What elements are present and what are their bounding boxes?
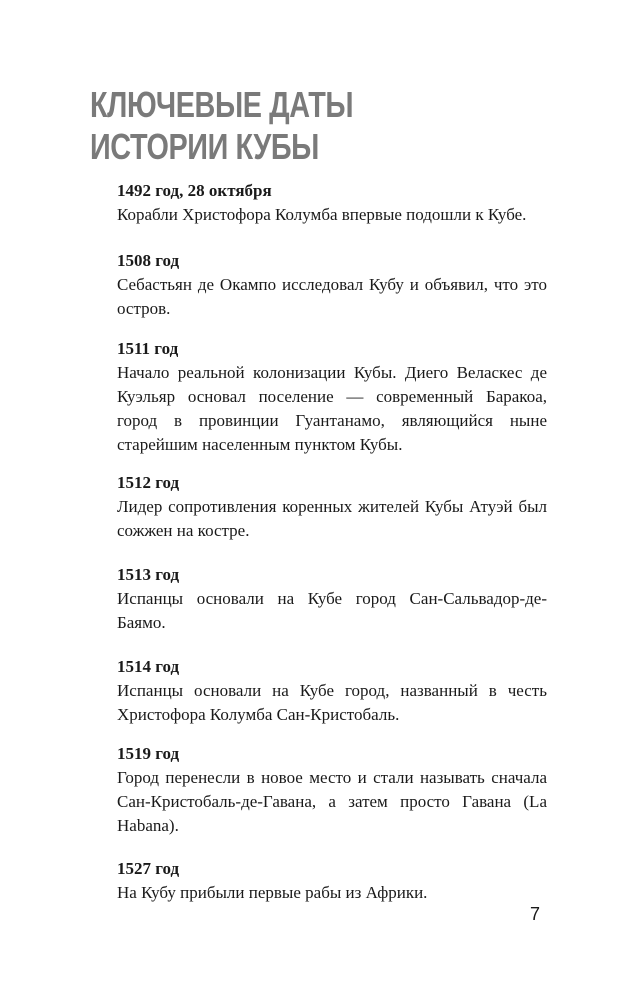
entry-text: Начало реальной колонизации Кубы. Диего Веласкес де Куэльяр основал поселение — современный Баракоа, город в провинции Гуантанамо, являющийся ныне старейшим населенным пунктом Кубы. — [117, 363, 547, 454]
page-title-line-2: ИСТОРИИ КУБЫ — [90, 126, 319, 167]
entry-year: 1508 год — [117, 251, 180, 270]
entry-year: 1519 год — [117, 744, 180, 763]
entry-text: На Кубу прибыли первые рабы из Африки. — [117, 883, 428, 902]
entry-year: 1513 год — [117, 565, 180, 584]
timeline-entry — [117, 179, 547, 227]
timeline-entry — [117, 563, 547, 635]
page-title — [90, 84, 353, 168]
entry-year: 1512 год — [117, 473, 180, 492]
entry-text: Лидер сопротивления коренных жителей Кубы Атуэй был сожжен на костре. — [117, 497, 547, 540]
entry-text: Себастьян де Окампо исследовал Кубу и объявил, что это остров. — [117, 275, 547, 318]
timeline-entry — [117, 742, 547, 838]
timeline-entry — [117, 337, 547, 457]
entry-text: Корабли Христофора Колумба впервые подошли к Кубе. — [117, 205, 527, 224]
entry-year: 1514 год — [117, 657, 180, 676]
entry-text: Город перенесли в новое место и стали называть сначала Сан-Кристобаль-де-Гавана, а затем просто Гавана (La Habana). — [117, 768, 547, 835]
page-title-line-1: КЛЮЧЕВЫЕ ДАТЫ — [90, 84, 354, 125]
entry-year: 1511 год — [117, 339, 179, 358]
page-number: 7 — [529, 904, 540, 924]
timeline-entry — [117, 249, 547, 321]
entry-text: Испанцы основали на Кубе город Сан-Сальвадор-де-Баямо. — [117, 589, 547, 632]
entry-text: Испанцы основали на Кубе город, названный в честь Христофора Колумба Сан-Кристобаль. — [117, 681, 547, 724]
timeline-entry — [117, 471, 547, 543]
timeline-entry — [117, 655, 547, 727]
entry-year: 1492 год, 28 октября — [117, 181, 272, 200]
timeline-entry — [117, 857, 547, 905]
entry-year: 1527 год — [117, 859, 180, 878]
